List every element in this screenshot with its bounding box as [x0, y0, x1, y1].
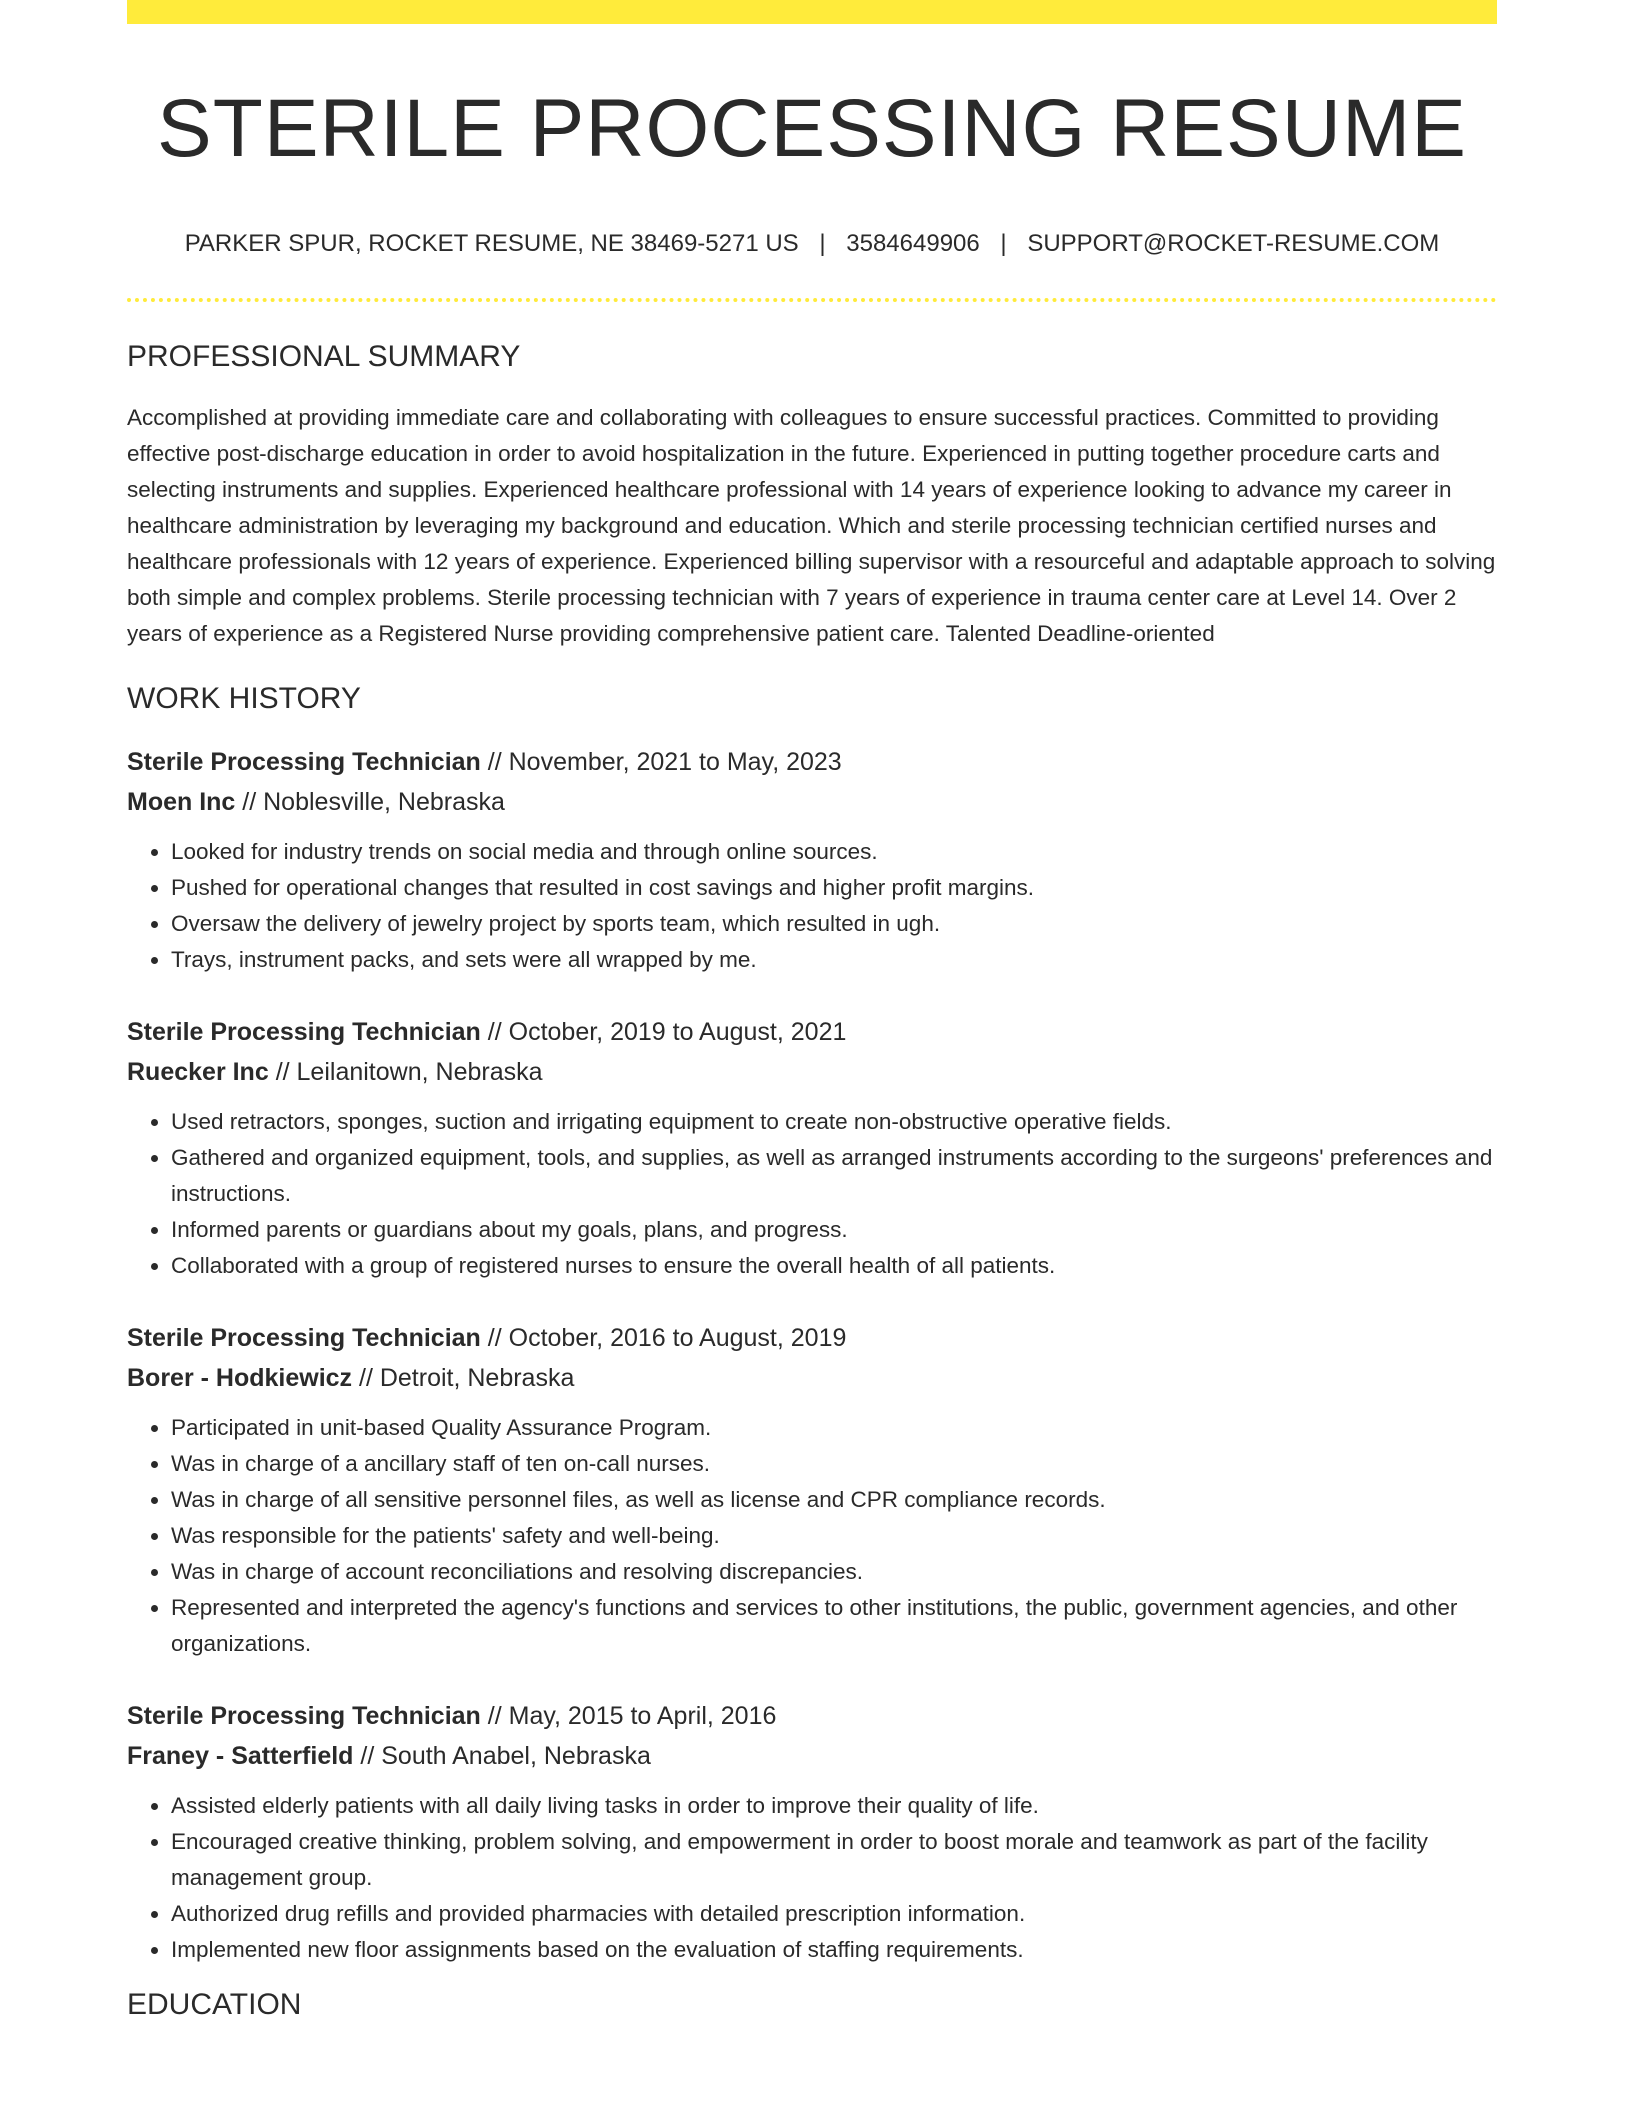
education-heading: EDUCATION — [127, 1988, 302, 2022]
job-company-line — [127, 782, 1497, 822]
job-entry — [127, 1696, 1497, 1968]
job-company: Moen Inc — [127, 788, 236, 817]
job-bullets — [127, 1788, 1497, 1968]
job-bullet: • Looked for industry trends on social media and through online sources. — [171, 834, 1497, 870]
job-bullet: • Trays, instrument packs, and sets were all wrapped by me. — [171, 942, 1497, 978]
job-bullet: • Authorized drug refills and provided pharmacies with detailed prescription information. — [171, 1896, 1497, 1932]
job-bullet: • Was in charge of all sensitive personnel files, as well as license and CPR compliance records. — [171, 1482, 1497, 1518]
job-company-line — [127, 1052, 1497, 1092]
job-bullet: • Encouraged creative thinking, problem solving, and empowerment in order to boost morale and teamwork as part of the facility management group. — [171, 1824, 1497, 1896]
job-company: Ruecker Inc — [127, 1058, 269, 1087]
job-location: // Leilanitown, Nebraska — [268, 1058, 543, 1087]
job-role: Sterile Processing Technician — [127, 1018, 481, 1047]
contact-separator: | — [819, 230, 826, 258]
job-bullets — [127, 1410, 1497, 1662]
job-bullet: • Oversaw the delivery of jewelry project by sports team, which resulted in ugh. — [171, 906, 1497, 942]
job-entry — [127, 742, 1497, 978]
resume-page — [127, 0, 1497, 2022]
job-bullet: • Pushed for operational changes that resulted in cost savings and higher profit margins. — [171, 870, 1497, 906]
resume-title: STERILE PROCESSING RESUME — [157, 83, 1467, 174]
job-bullet: • Gathered and organized equipment, tools, and supplies, as well as arranged instruments according to the surgeons' preferences and instructions. — [171, 1140, 1497, 1212]
job-company: Franey - Satterfield — [127, 1742, 354, 1771]
summary-heading: PROFESSIONAL SUMMARY — [127, 340, 521, 374]
job-title-line — [127, 1696, 1497, 1736]
job-role: Sterile Processing Technician — [127, 1324, 481, 1353]
job-title-line — [127, 1318, 1497, 1358]
job-location: // South Anabel, Nebraska — [353, 1742, 651, 1771]
job-dates: // October, 2016 to August, 2019 — [480, 1324, 847, 1353]
job-bullet: • Used retractors, sponges, suction and irrigating equipment to create non-obstructive operative fields. — [171, 1104, 1497, 1140]
job-bullet: • Was responsible for the patients' safety and well-being. — [171, 1518, 1497, 1554]
work-history-heading: WORK HISTORY — [127, 682, 361, 716]
job-company: Borer - Hodkiewicz — [127, 1364, 353, 1393]
job-dates: // October, 2019 to August, 2021 — [480, 1018, 847, 1047]
job-location: // Detroit, Nebraska — [352, 1364, 575, 1393]
job-bullets — [127, 1104, 1497, 1284]
job-title-line — [127, 742, 1497, 782]
work-history-list — [127, 742, 1497, 1968]
contact-line — [127, 230, 1497, 258]
job-bullet: • Was in charge of a ancillary staff of ten on-call nurses. — [171, 1446, 1497, 1482]
job-dates: // November, 2021 to May, 2023 — [480, 748, 842, 777]
dotted-divider — [127, 298, 1497, 302]
job-bullets — [127, 834, 1497, 978]
job-title-line — [127, 1012, 1497, 1052]
job-bullet: • Participated in unit-based Quality Assurance Program. — [171, 1410, 1497, 1446]
summary-text: Accomplished at providing immediate care and collaborating with colleagues to ensure successful practices. Committed to providing effective post-discharge education in order to avoid hospitalization in the future. Experienced in putting together procedure carts and selecting instruments and supplies. Experienced healthcare professional with 14 years of experience looking to advance my career in healthcare administration by leveraging my background and education. Which and sterile processing technician certified nurses and healthcare professionals with 12 years of experience. Experienced billing supervisor with a resourceful and adaptable approach to solving both simple and complex problems. Sterile processing technician with 7 years of experience in trauma center care at Level 14. Over 2 years of experience as a Registered Nurse providing comprehensive patient care. Talented Deadline-oriented — [127, 405, 1496, 647]
job-entry — [127, 1318, 1497, 1662]
job-bullet: • Was in charge of account reconciliations and resolving discrepancies. — [171, 1554, 1497, 1590]
job-entry — [127, 1012, 1497, 1284]
job-location: // Noblesville, Nebraska — [235, 788, 505, 817]
job-bullet: • Represented and interpreted the agency's functions and services to other institutions, the public, government agencies, and other organizations. — [171, 1590, 1497, 1662]
job-bullet: • Informed parents or guardians about my goals, plans, and progress. — [171, 1212, 1497, 1248]
job-bullet: • Assisted elderly patients with all daily living tasks in order to improve their quality of life. — [171, 1788, 1497, 1824]
job-role: Sterile Processing Technician — [127, 1702, 481, 1731]
top-accent-bar — [127, 0, 1497, 24]
job-bullet: • Implemented new floor assignments based on the evaluation of staffing requirements. — [171, 1932, 1497, 1968]
job-bullet: • Collaborated with a group of registered nurses to ensure the overall health of all patients. — [171, 1248, 1497, 1284]
job-company-line — [127, 1358, 1497, 1398]
contact-address: PARKER SPUR, ROCKET RESUME, NE 38469-5271 US — [184, 230, 799, 258]
job-dates: // May, 2015 to April, 2016 — [480, 1702, 777, 1731]
job-company-line — [127, 1736, 1497, 1776]
contact-phone: 3584649906 — [846, 230, 980, 258]
contact-email: SUPPORT@ROCKET-RESUME.COM — [1027, 230, 1440, 258]
contact-separator: | — [1000, 230, 1007, 258]
job-role: Sterile Processing Technician — [127, 748, 481, 777]
